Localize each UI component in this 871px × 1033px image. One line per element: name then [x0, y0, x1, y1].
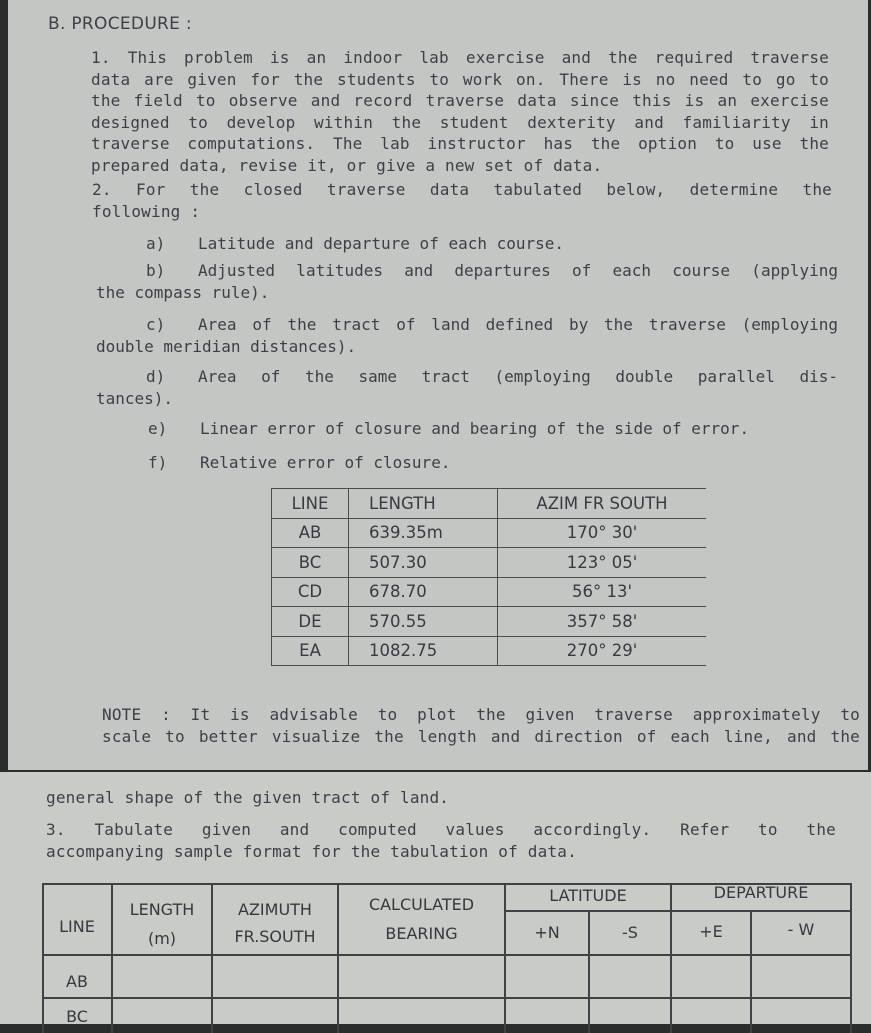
table-row: [272, 577, 707, 607]
section-heading: B. PROCEDURE :: [48, 14, 192, 34]
list-item-f: [148, 452, 848, 474]
paragraph-1-line: the field to observe and record traverse data since this is an exercise: [91, 91, 829, 110]
header-north: +N: [534, 923, 560, 942]
table-cell: CD: [272, 577, 349, 607]
list-item-text: Relative error of closure.: [200, 453, 451, 472]
list-item-d: [96, 366, 838, 410]
paragraph-3-line: accompanying sample format for the tabulation of data.: [46, 841, 577, 861]
table-row: [272, 636, 707, 666]
table-cell: 507.30: [349, 548, 498, 578]
table-cell: 570.55: [349, 607, 498, 637]
table-row: [272, 548, 707, 578]
header-east: +E: [699, 922, 723, 941]
table-cell: 170° 30': [498, 518, 707, 548]
table-row: [272, 518, 707, 548]
list-item-text: Latitude and departure of each course.: [198, 234, 565, 253]
list-marker: f): [148, 453, 168, 472]
paragraph-1-line: designed to develop within the student dexterity and familiarity in: [91, 112, 829, 132]
table-cell: DE: [272, 607, 349, 637]
paragraph-2-line: following :: [92, 201, 201, 221]
table-cell: BC: [272, 548, 349, 578]
list-marker: d): [146, 367, 166, 386]
header-latitude: LATITUDE: [549, 886, 627, 905]
list-item-text: Area of the tract of land defined by the traverse (employing: [198, 315, 838, 334]
table-cell: 357° 58': [498, 607, 707, 637]
header-departure: DEPARTURE: [713, 883, 809, 902]
paragraph-1-line: 1. This problem is an indoor lab exercise and the required traverse: [91, 48, 829, 67]
header-south: -S: [622, 923, 638, 942]
list-item-text: Area of the same tract (employing double parallel dis-: [198, 367, 838, 386]
list-marker: a): [146, 234, 166, 253]
note-line: NOTE : It is advisable to plot the given traverse approximately to: [102, 705, 860, 724]
header-length-unit: (m): [147, 929, 177, 948]
table-cell: 1082.75: [349, 636, 498, 666]
tabulation-format-table: [42, 883, 852, 1033]
header-length: LENGTH: [129, 900, 195, 919]
table-cell: 270° 29': [498, 636, 707, 666]
traverse-data-table: [271, 488, 706, 666]
header-line: LINE: [59, 917, 95, 936]
row-label: BC: [66, 1007, 88, 1026]
page-upper: [8, 0, 868, 770]
list-item-a: [146, 233, 846, 255]
list-item-text: Linear error of closure and bearing of the side of error.: [200, 419, 750, 438]
row-label: AB: [66, 972, 88, 991]
table-cell: 123° 05': [498, 548, 707, 578]
header-azimuth-ref: FR.SOUTH: [234, 927, 316, 946]
table-cell: 639.35m: [349, 518, 498, 548]
table-cell: AB: [272, 518, 349, 548]
note-continuation: general shape of the given tract of land.: [46, 788, 450, 807]
paragraph-1-line: data are given for the students to work on. There is no need to go to: [91, 69, 829, 89]
paragraph-3-line: 3. Tabulate given and computed values accordingly. Refer to the: [46, 820, 836, 839]
table-header-cell: AZIM FR SOUTH: [498, 489, 707, 519]
table-header-cell: LENGTH: [349, 489, 498, 519]
list-item-continuation: tances).: [96, 389, 174, 408]
list-marker: e): [148, 419, 168, 438]
header-west: - W: [787, 920, 815, 939]
header-bearing: BEARING: [385, 924, 458, 943]
table-row: [272, 607, 707, 637]
list-marker: c): [146, 315, 166, 334]
list-item-text: Adjusted latitudes and departures of each course (applying: [198, 261, 838, 280]
table-cell: EA: [272, 636, 349, 666]
list-item-continuation: double meridian distances).: [96, 337, 357, 356]
table-header-row: [272, 489, 707, 519]
paragraph-2-line: 2. For the closed traverse data tabulated below, determine the: [92, 180, 832, 199]
list-item-continuation: the compass rule).: [96, 283, 270, 302]
header-calculated: CALCULATED: [368, 895, 475, 914]
paragraph-3: [46, 819, 836, 862]
table-header-cell: LINE: [272, 489, 349, 519]
paragraph-1-line: traverse computations. The lab instructor has the option to use the: [91, 134, 829, 153]
note-line: scale to better visualize the length and direction of each line, and the: [102, 726, 860, 746]
note-paragraph: [102, 704, 860, 747]
list-marker: b): [146, 261, 166, 280]
list-item-c: [96, 314, 838, 358]
list-item-b: [96, 260, 838, 304]
paragraph-1-line: prepared data, revise it, or give a new set of data.: [91, 155, 603, 175]
paragraph-1: [91, 47, 829, 176]
paragraph-2: [92, 179, 832, 222]
list-item-e: [148, 418, 848, 440]
table-cell: 678.70: [349, 577, 498, 607]
table-cell: 56° 13': [498, 577, 707, 607]
header-azimuth: AZIMUTH: [238, 900, 312, 919]
